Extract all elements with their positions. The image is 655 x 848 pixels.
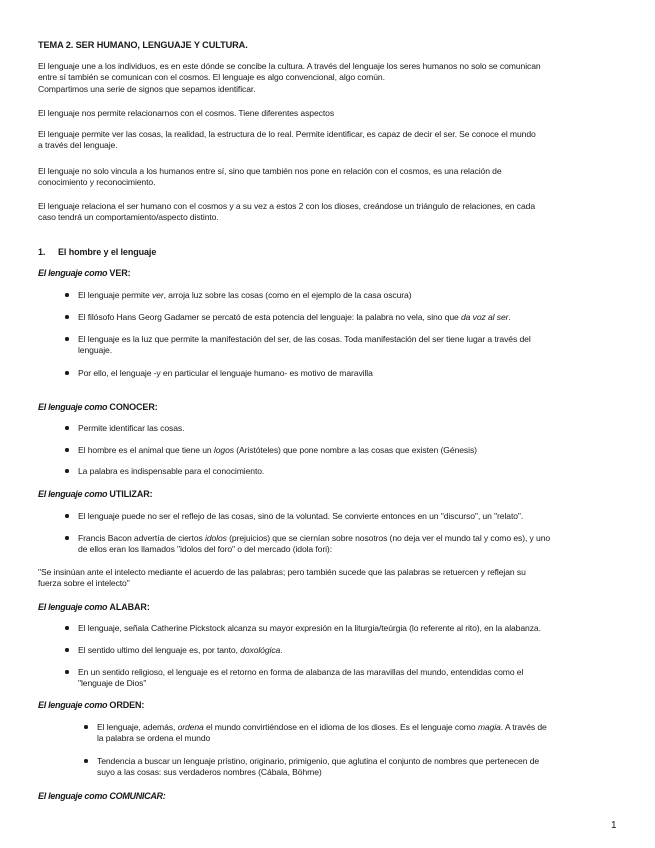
quote-paragraph: "Se insinúan ante el intelecto mediante el acuerdo de las palabras; pero también sucede que las palabras se retuercen y reflejan su fuerza sobre el intelecto" bbox=[38, 567, 526, 589]
bullet-icon bbox=[83, 724, 89, 730]
heading-text: El hombre y el lenguaje bbox=[58, 247, 157, 257]
list-item: El filósofo Hans Georg Gadamer se percató de esta potencia del lenguaje: la palabra no vela, sino que da voz al ser. bbox=[78, 312, 511, 322]
page-title: TEMA 2. SER HUMANO, LENGUAJE Y CULTURA. bbox=[38, 40, 248, 50]
bullet-icon bbox=[64, 314, 70, 320]
section-title-ver bbox=[38, 268, 616, 279]
text-line: El lenguaje permite ver las cosas, la realidad, la estructura de lo real. Permite identificar, es capaz de decir el ser. Se conoce el mundo bbox=[38, 129, 536, 139]
intro-paragraph-4 bbox=[38, 166, 616, 189]
list-item: El lenguaje, además, ordena el mundo convirtiéndose en el idioma de los dioses. Es el lenguaje como magia. A través de la palabra se ordena el mundo bbox=[97, 722, 547, 744]
bullet-icon bbox=[64, 370, 70, 376]
section-title-utilizar: El lenguaje como UTILIZAR: bbox=[38, 489, 153, 499]
list-item: La palabra es indispensable para el conocimiento. bbox=[78, 466, 265, 476]
bullet-icon bbox=[64, 669, 70, 675]
list-item: El sentido ultimo del lenguaje es, por tanto, doxológica. bbox=[78, 645, 283, 655]
intro-paragraph-3 bbox=[38, 129, 616, 152]
list-item: Francis Bacon advertía de ciertos idolos (prejuicios) que se ciernían sobre nosotros (no deja ver el mundo tal y como es), y uno de ellos eran los llamados "idolos del foro" o del mercado (idola fori): bbox=[78, 533, 551, 555]
bullet-icon bbox=[83, 758, 89, 764]
section-title-conocer: El lenguaje como CONOCER: bbox=[38, 402, 158, 412]
bullet-icon bbox=[64, 535, 70, 541]
list-item: Tendencia a buscar un lenguaje prístino, originario, primigenio, que aglutina el conjunto de nombres que pertenecen de suyo a las cosas: sus verdaderos nombres (Cábala, Böhme) bbox=[97, 756, 540, 778]
bullet-icon bbox=[64, 513, 70, 519]
section-label: VER: bbox=[109, 268, 131, 278]
list-item: El lenguaje permite ver, arroja luz sobre las cosas (como en el ejemplo de la casa oscura) bbox=[78, 290, 412, 300]
intro-paragraph-2 bbox=[38, 108, 616, 119]
list-item: Permite identificar las cosas. bbox=[78, 423, 185, 433]
list-item: El lenguaje, señala Catherine Pickstock alcanza su mayor expresión en la liturgia/teúrgia (lo referente al rito), en la alabanza. bbox=[78, 623, 541, 633]
text-line: El lenguaje relaciona el ser humano con el cosmos y a su vez a estos 2 con los dioses, creándose un triángulo de relaciones, en cada bbox=[38, 201, 536, 211]
text-line: caso tendrá un comportamiento/aspecto distinto. bbox=[38, 212, 219, 223]
bullet-icon bbox=[64, 336, 70, 342]
bullet-icon bbox=[64, 647, 70, 653]
section-prefix: El lenguaje como bbox=[38, 268, 110, 278]
text-line: entre sí también se comunican con el cosmos. El lenguaje es algo convencional, algo común. bbox=[38, 72, 385, 83]
intro-paragraph-5 bbox=[38, 201, 616, 224]
text-line: El lenguaje no solo vincula a los humanos entre sí, sino que también nos pone en relación con el cosmos, es una relación de bbox=[38, 166, 502, 176]
bullet-icon bbox=[64, 468, 70, 474]
bullet-icon bbox=[64, 292, 70, 298]
list-item: El hombre es el animal que tiene un logos (Aristóteles) que pone nombre a las cosas que existen (Génesis) bbox=[78, 445, 477, 455]
text-line: El lenguaje nos permite relacionarnos con el cosmos. Tiene diferentes aspectos bbox=[38, 108, 335, 118]
heading-number: 1. bbox=[38, 247, 46, 257]
page-number: 1 bbox=[611, 820, 617, 831]
intro-paragraph-1 bbox=[38, 61, 616, 95]
list-item: El lenguaje puede no ser el reflejo de las cosas, sino de la voluntad. Se convierte entonces en un "discurso", un "relato". bbox=[78, 511, 524, 521]
text-line: El lenguaje une a los individuos, es en este dónde se concibe la cultura. A través del lenguaje los seres humanos no solo se comunican bbox=[38, 61, 541, 71]
section-title-alabar: El lenguaje como ALABAR: bbox=[38, 602, 150, 612]
bullet-icon bbox=[64, 625, 70, 631]
bullet-icon bbox=[64, 425, 70, 431]
section-title-comunicar: El lenguaje como COMUNICAR: bbox=[38, 791, 166, 801]
text-line: a través del lenguaje. bbox=[38, 140, 118, 151]
bullet-icon bbox=[64, 447, 70, 453]
list-item: Por ello, el lenguaje -y en particular el lenguaje humano- es motivo de maravilla bbox=[78, 368, 373, 378]
section-heading-hombre-lenguaje bbox=[38, 247, 616, 258]
list-item: El lenguaje es la luz que permite la manifestación del ser, de las cosas. Toda manifestación del ser tiene lugar a través del lenguaje. bbox=[78, 334, 531, 356]
list-item: En un sentido religioso, el lenguaje es el retorno en forma de alabanza de las maravillas del mundo, entendidas como el "lenguaje de Dios" bbox=[78, 667, 524, 689]
text-line: conocimiento y reconocimiento. bbox=[38, 177, 156, 188]
section-title-orden: El lenguaje como ORDEN: bbox=[38, 700, 145, 710]
text-line: Compartimos una serie de signos que sepamos identificar. bbox=[38, 83, 256, 94]
